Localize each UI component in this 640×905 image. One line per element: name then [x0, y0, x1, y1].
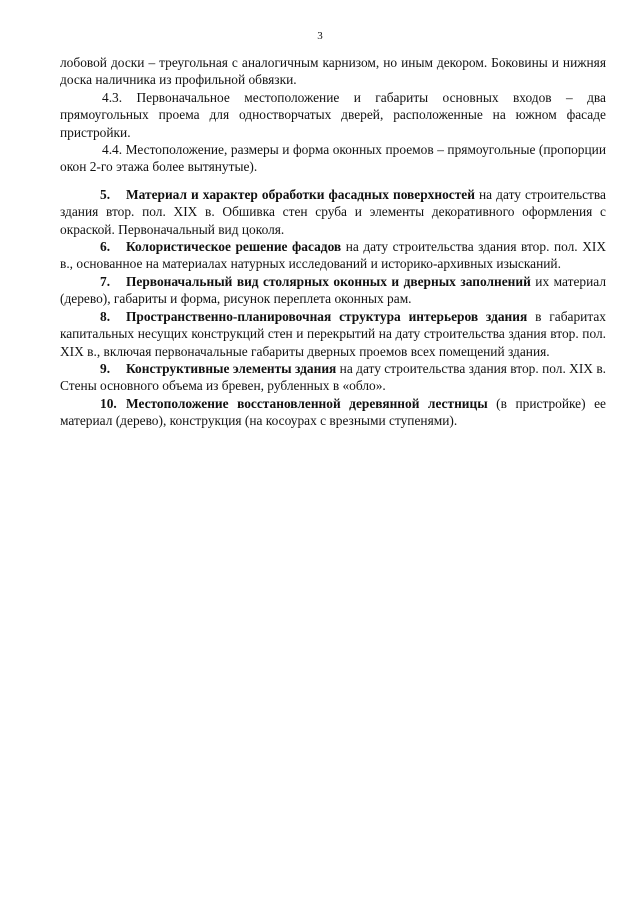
- section-gap: [60, 176, 606, 186]
- item-number: 6.: [100, 239, 111, 255]
- item-title: Материал и характер обработки фасадных поверхностей: [126, 186, 475, 202]
- item-title: Колористическое решение фасадов: [126, 239, 342, 255]
- item-text: их материал (дерево), габариты и форма, рисунок переплета оконных рам.: [60, 273, 607, 307]
- item-number: 10.: [100, 395, 117, 411]
- list-item-10: [60, 395, 606, 430]
- item-text: (в пристройке) ее материал (дерево), конструкция (на косоурах с врезными ступенями).: [60, 395, 606, 429]
- item-text: в габаритах капитальных несущих конструкций стен и перекрытий на дату строительства здания втор. пол. XIX в., включая первоначальные габариты дверных проемов всех помещений здания.: [60, 308, 606, 359]
- item-number: 9.: [100, 360, 111, 376]
- item-text: на дату строительства здания втор. пол. XIX в., основанное на материалах натурных исследований и историко-архивных изысканий.: [60, 239, 606, 272]
- item-text: на дату строительства здания втор. пол. XIX в. Стены основного объема из бревен, рубленных в «обло».: [60, 360, 606, 394]
- paragraph-4-3: 4.3. Первоначальное местоположение и габариты основных входов – два прямоугольных проема для одностворчатых дверей, расположенные на южном фасаде пристройки.: [60, 89, 606, 140]
- list-item-8: [60, 308, 606, 360]
- item-title: Конструктивные элементы здания: [126, 360, 337, 376]
- item-text: на дату строительства здания втор. пол. XIX в. Обшивка стен сруба и элементы декоративного оформления с окраской. Первоначальный вид цоколя.: [60, 186, 606, 237]
- page-number: 3: [317, 30, 323, 42]
- paragraph-continuation: лобовой доски – треугольная с аналогичным карнизом, но иным декором. Боковины и нижняя доска наличника из профильной обвязки.: [60, 55, 606, 88]
- list-item-7: [60, 273, 606, 308]
- list-item-6: [60, 238, 606, 273]
- paragraph-4-4: 4.4. Местоположение, размеры и форма оконных проемов – прямоугольные (пропорции окон 2-го этажа более вытянутые).: [60, 142, 606, 175]
- item-title: Местоположение восстановленной деревянной лестницы: [126, 395, 488, 411]
- document-body: [60, 54, 606, 430]
- item-number: 7.: [100, 273, 111, 289]
- list-item-5: [60, 186, 606, 238]
- item-title: Пространственно-планировочная структура интерьеров здания: [126, 308, 528, 324]
- item-number: 8.: [100, 308, 111, 324]
- item-title: Первоначальный вид столярных оконных и дверных заполнений: [126, 273, 531, 289]
- item-number: 5.: [100, 186, 111, 202]
- list-item-9: [60, 360, 606, 395]
